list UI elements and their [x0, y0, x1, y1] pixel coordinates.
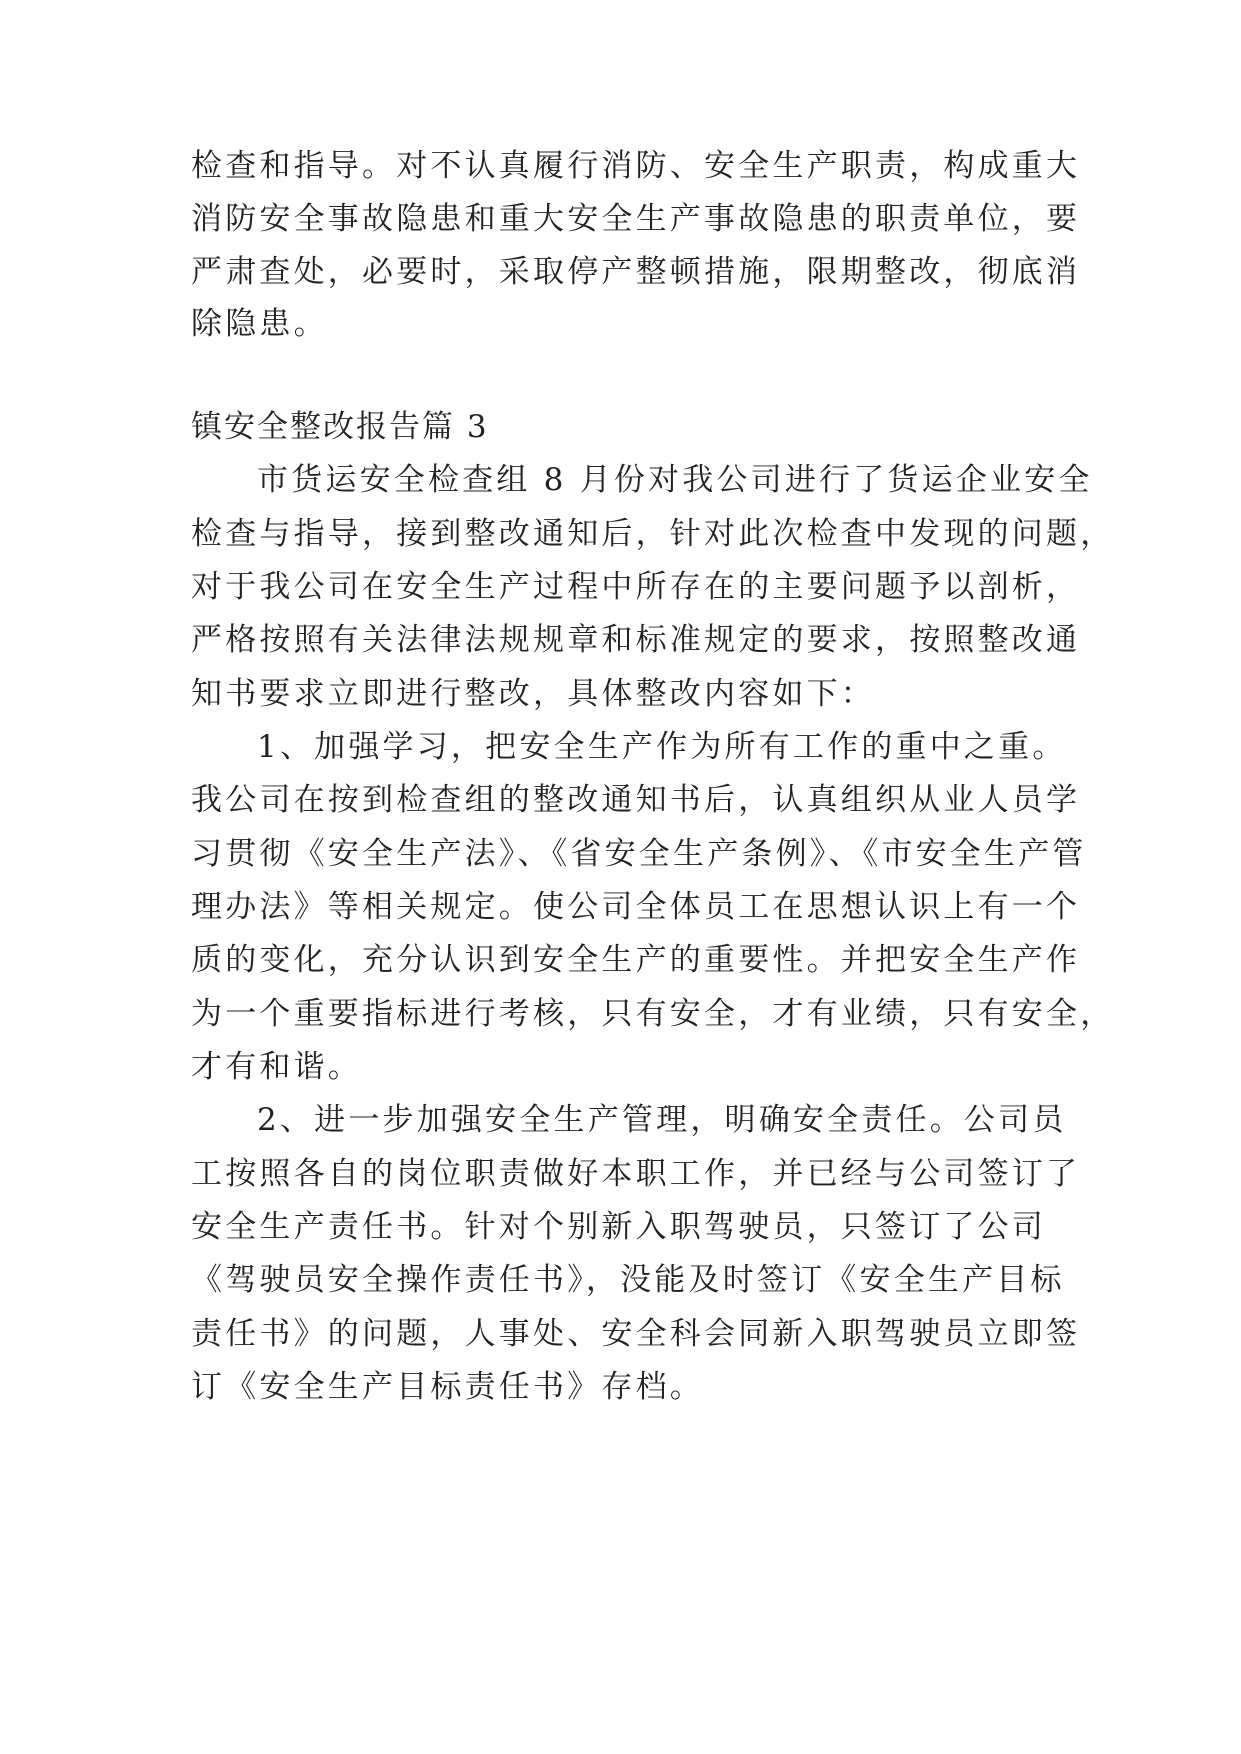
text-line: 除隐患。: [191, 306, 328, 342]
text-line: 严肃查处，必要时，采取停产整顿措施，限期整改，彻底消: [191, 254, 1081, 290]
text-line: 习贯彻《安全生产法》、《省安全生产条例》、《市安全生产管: [191, 836, 1087, 872]
section-title: 镇安全整改报告篇 3: [191, 409, 489, 445]
text-line: 《驾驶员安全操作责任书》，没能及时签订《安全生产目标: [191, 1262, 1065, 1298]
text-line: 质的变化，充分认识到安全生产的重要性。并把安全生产作: [191, 942, 1081, 978]
text-line: 才有和谐。: [191, 1049, 362, 1085]
text-line: 检查与指导，接到整改通知后，针对此次检查中发现的问题，: [191, 516, 1115, 552]
list-item-heading: 2、进一步加强安全生产管理，明确安全责任。公司员: [257, 1102, 1067, 1138]
text-line: 消防安全事故隐患和重大安全生产事故隐患的职责单位，要: [191, 201, 1081, 237]
text-line: 市货运安全检查组 8 月份对我公司进行了货运企业安全: [257, 462, 1093, 498]
list-item-heading: 1、加强学习，把安全生产作为所有工作的重中之重。: [257, 729, 1067, 765]
text-line: 知书要求立即进行整改，具体整改内容如下：: [191, 676, 875, 712]
text-line: 理办法》等相关规定。使公司全体员工在思想认识上有一个: [191, 889, 1081, 925]
text-line: 对于我公司在安全生产过程中所存在的主要问题予以剖析，: [191, 569, 1081, 605]
text-line: 订《安全生产目标责任书》存档。: [191, 1369, 704, 1405]
text-line: 检查和指导。对不认真履行消防、安全生产职责，构成重大: [191, 148, 1081, 184]
text-line: 为一个重要指标进行考核，只有安全，才有业绩，只有安全，: [191, 996, 1115, 1032]
text-line: 责任书》的问题，人事处、安全科会同新入职驾驶员立即签: [191, 1316, 1081, 1352]
text-line: 安全生产责任书。针对个别新入职驾驶员，只签订了公司: [191, 1209, 1046, 1245]
text-line: 严格按照有关法律法规规章和标准规定的要求，按照整改通: [191, 622, 1081, 658]
text-line: 工按照各自的岗位职责做好本职工作，并已经与公司签订了: [191, 1156, 1081, 1192]
text-line: 我公司在按到检查组的整改通知书后，认真组织从业人员学: [191, 782, 1081, 818]
